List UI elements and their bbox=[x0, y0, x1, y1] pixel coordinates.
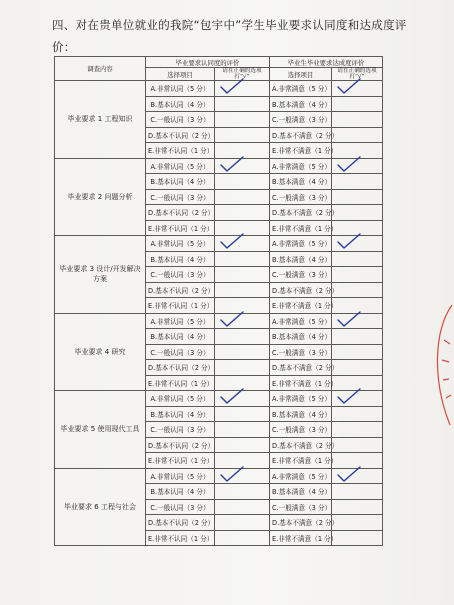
recognition-check-cell[interactable] bbox=[215, 515, 270, 531]
achievement-option: D.基本不满意（2 分） bbox=[270, 205, 332, 221]
achievement-option: A.非常满意（5 分） bbox=[270, 236, 332, 252]
achievement-check-cell[interactable] bbox=[332, 282, 383, 298]
achievement-option: A.非常满意（5 分） bbox=[270, 81, 332, 97]
achievement-option: C.一般满意（3 分） bbox=[270, 112, 332, 128]
recognition-option: E.非常不认同（1 分） bbox=[146, 453, 215, 469]
achievement-option: A.非常满意（5 分） bbox=[270, 391, 332, 407]
achievement-check-cell[interactable] bbox=[332, 267, 383, 283]
requirement-label: 毕业要求 5 使用现代工具 bbox=[55, 391, 146, 469]
achievement-option: C.一般满意（3 分） bbox=[270, 189, 332, 205]
achievement-option: D.基本不满意（2 分） bbox=[270, 360, 332, 376]
requirement-label: 毕业要求 1 工程知识 bbox=[55, 81, 146, 159]
header-check-ach: 请在正确的选项打“√” bbox=[332, 68, 383, 81]
achievement-check-cell[interactable] bbox=[332, 174, 383, 190]
recognition-option: E.非常不认同（1 分） bbox=[146, 143, 215, 159]
achievement-option: D.基本不满意（2 分） bbox=[270, 437, 332, 453]
achievement-check-cell[interactable] bbox=[332, 422, 383, 438]
achievement-check-cell[interactable] bbox=[332, 127, 383, 143]
recognition-option: C.一般认同（3 分） bbox=[146, 344, 215, 360]
achievement-option: B.基本满意（4 分） bbox=[270, 329, 332, 345]
recognition-option: E.非常不认同（1 分） bbox=[146, 530, 215, 546]
checkmark-icon bbox=[219, 465, 245, 485]
recognition-option: D.基本不认同（2 分） bbox=[146, 360, 215, 376]
achievement-option: C.一般满意（3 分） bbox=[270, 267, 332, 283]
achievement-check-cell[interactable] bbox=[332, 360, 383, 376]
achievement-option: A.非常满意（5 分） bbox=[270, 313, 332, 329]
recognition-option: A.非常认同（5 分） bbox=[146, 158, 215, 174]
red-stamp-fragment bbox=[424, 300, 454, 430]
recognition-option: B.基本认同（4 分） bbox=[146, 174, 215, 190]
table-row bbox=[55, 313, 383, 329]
section-heading: 四、对在贵单位就业的我院“包宇中”学生毕业要求认同度和达成度评价： bbox=[52, 18, 407, 54]
achievement-check-cell[interactable] bbox=[332, 205, 383, 221]
recognition-option: E.非常不认同（1 分） bbox=[146, 220, 215, 236]
achievement-check-cell[interactable] bbox=[332, 437, 383, 453]
recognition-option: A.非常认同（5 分） bbox=[146, 313, 215, 329]
recognition-check-cell[interactable] bbox=[215, 530, 270, 546]
recognition-option: C.一般认同（3 分） bbox=[146, 422, 215, 438]
recognition-check-cell[interactable] bbox=[215, 127, 270, 143]
achievement-option: C.一般满意（3 分） bbox=[270, 344, 332, 360]
recognition-option: D.基本不认同（2 分） bbox=[146, 282, 215, 298]
achievement-option: A.非常满意（5 分） bbox=[270, 158, 332, 174]
achievement-check-cell[interactable] bbox=[332, 96, 383, 112]
checkmark-icon bbox=[219, 77, 245, 97]
recognition-option: A.非常认同（5 分） bbox=[146, 81, 215, 97]
header-achievement: 毕业生毕业要求达成度评价 bbox=[270, 57, 383, 68]
achievement-option: D.基本不满意（2 分） bbox=[270, 282, 332, 298]
achievement-check-cell[interactable] bbox=[332, 158, 383, 174]
recognition-check-cell[interactable] bbox=[215, 313, 270, 329]
achievement-option: E.非常不满意（1 分） bbox=[270, 143, 332, 159]
achievement-check-cell[interactable] bbox=[332, 344, 383, 360]
achievement-option: B.基本满意（4 分） bbox=[270, 406, 332, 422]
achievement-check-cell[interactable] bbox=[332, 251, 383, 267]
achievement-check-cell[interactable] bbox=[332, 499, 383, 515]
recognition-check-cell[interactable] bbox=[215, 329, 270, 345]
checkmark-icon bbox=[336, 387, 362, 407]
achievement-check-cell[interactable] bbox=[332, 329, 383, 345]
achievement-option: E.非常不满意（1 分） bbox=[270, 220, 332, 236]
recognition-option: B.基本认同（4 分） bbox=[146, 484, 215, 500]
achievement-check-cell[interactable] bbox=[332, 515, 383, 531]
requirement-label: 毕业要求 4 研究 bbox=[55, 313, 146, 391]
achievement-option: A.非常满意（5 分） bbox=[270, 468, 332, 484]
recognition-option: D.基本不认同（2 分） bbox=[146, 127, 215, 143]
table-row bbox=[55, 391, 383, 407]
table-row bbox=[55, 236, 383, 252]
recognition-check-cell[interactable] bbox=[215, 236, 270, 252]
recognition-check-cell[interactable] bbox=[215, 205, 270, 221]
achievement-check-cell[interactable] bbox=[332, 484, 383, 500]
checkmark-icon bbox=[336, 310, 362, 330]
checkmark-icon bbox=[336, 465, 362, 485]
recognition-option: D.基本不认同（2 分） bbox=[146, 437, 215, 453]
achievement-option: E.非常不满意（1 分） bbox=[270, 375, 332, 391]
recognition-check-cell[interactable] bbox=[215, 422, 270, 438]
checkmark-icon bbox=[219, 232, 245, 252]
achievement-check-cell[interactable] bbox=[332, 189, 383, 205]
achievement-option: B.基本满意（4 分） bbox=[270, 484, 332, 500]
evaluation-table bbox=[54, 56, 383, 546]
recognition-check-cell[interactable] bbox=[215, 344, 270, 360]
recognition-option: B.基本认同（4 分） bbox=[146, 406, 215, 422]
checkmark-icon bbox=[219, 155, 245, 175]
recognition-option: E.非常不认同（1 分） bbox=[146, 375, 215, 391]
checkmark-icon bbox=[336, 77, 362, 97]
recognition-option: C.一般认同（3 分） bbox=[146, 189, 215, 205]
achievement-check-cell[interactable] bbox=[332, 236, 383, 252]
header-item: 调查内容 bbox=[55, 57, 146, 81]
recognition-check-cell[interactable] bbox=[215, 251, 270, 267]
recognition-option: C.一般认同（3 分） bbox=[146, 267, 215, 283]
recognition-check-cell[interactable] bbox=[215, 360, 270, 376]
table-row bbox=[55, 468, 383, 484]
header-check-rec: 请在正确的选项打“√” bbox=[215, 68, 270, 81]
recognition-check-cell[interactable] bbox=[215, 484, 270, 500]
recognition-option: C.一般认同（3 分） bbox=[146, 112, 215, 128]
recognition-check-cell[interactable] bbox=[215, 391, 270, 407]
recognition-option: A.非常认同（5 分） bbox=[146, 468, 215, 484]
recognition-check-cell[interactable] bbox=[215, 499, 270, 515]
recognition-check-cell[interactable] bbox=[215, 174, 270, 190]
checkmark-icon bbox=[219, 387, 245, 407]
recognition-check-cell[interactable] bbox=[215, 282, 270, 298]
achievement-check-cell[interactable] bbox=[332, 468, 383, 484]
achievement-option: E.非常不满意（1 分） bbox=[270, 530, 332, 546]
achievement-check-cell[interactable] bbox=[332, 313, 383, 329]
achievement-option: B.基本满意（4 分） bbox=[270, 251, 332, 267]
recognition-check-cell[interactable] bbox=[215, 468, 270, 484]
recognition-check-cell[interactable] bbox=[215, 406, 270, 422]
achievement-option: E.非常不满意（1 分） bbox=[270, 453, 332, 469]
recognition-option: D.基本不认同（2 分） bbox=[146, 205, 215, 221]
checkmark-icon bbox=[336, 155, 362, 175]
recognition-option: A.非常认同（5 分） bbox=[146, 391, 215, 407]
achievement-check-cell[interactable] bbox=[332, 112, 383, 128]
recognition-option: B.基本认同（4 分） bbox=[146, 96, 215, 112]
achievement-option: D.基本不满意（2 分） bbox=[270, 127, 332, 143]
recognition-option: C.一般认同（3 分） bbox=[146, 499, 215, 515]
header-choice-ach: 选择项目 bbox=[270, 68, 332, 81]
achievement-check-cell[interactable] bbox=[332, 81, 383, 97]
requirement-label: 毕业要求 2 问题分析 bbox=[55, 158, 146, 236]
recognition-check-cell[interactable] bbox=[215, 437, 270, 453]
header-recognition: 毕业要求认同度的评价 bbox=[146, 57, 270, 68]
checkmark-icon bbox=[219, 310, 245, 330]
achievement-option: E.非常不满意（1 分） bbox=[270, 298, 332, 314]
recognition-option: B.基本认同（4 分） bbox=[146, 251, 215, 267]
achievement-option: B.基本满意（4 分） bbox=[270, 96, 332, 112]
achievement-check-cell[interactable] bbox=[332, 391, 383, 407]
achievement-option: D.基本不满意（2 分） bbox=[270, 515, 332, 531]
header-choice-rec: 选择项目 bbox=[146, 68, 215, 81]
recognition-option: B.基本认同（4 分） bbox=[146, 329, 215, 345]
recognition-check-cell[interactable] bbox=[215, 112, 270, 128]
recognition-check-cell[interactable] bbox=[215, 189, 270, 205]
recognition-check-cell[interactable] bbox=[215, 96, 270, 112]
requirement-label: 毕业要求 3 设计/开发解决方案 bbox=[55, 236, 146, 314]
recognition-check-cell[interactable] bbox=[215, 158, 270, 174]
recognition-check-cell[interactable] bbox=[215, 267, 270, 283]
table-row bbox=[55, 81, 383, 97]
recognition-option: E.非常不认同（1 分） bbox=[146, 298, 215, 314]
checkmark-icon bbox=[336, 232, 362, 252]
achievement-option: B.基本满意（4 分） bbox=[270, 174, 332, 190]
achievement-option: C.一般满意（3 分） bbox=[270, 499, 332, 515]
achievement-check-cell[interactable] bbox=[332, 406, 383, 422]
achievement-option: C.一般满意（3 分） bbox=[270, 422, 332, 438]
recognition-option: A.非常认同（5 分） bbox=[146, 236, 215, 252]
requirement-label: 毕业要求 6 工程与社会 bbox=[55, 468, 146, 546]
recognition-option: D.基本不认同（2 分） bbox=[146, 515, 215, 531]
table-body bbox=[55, 81, 383, 546]
table-row bbox=[55, 158, 383, 174]
recognition-check-cell[interactable] bbox=[215, 81, 270, 97]
achievement-check-cell[interactable] bbox=[332, 530, 383, 546]
